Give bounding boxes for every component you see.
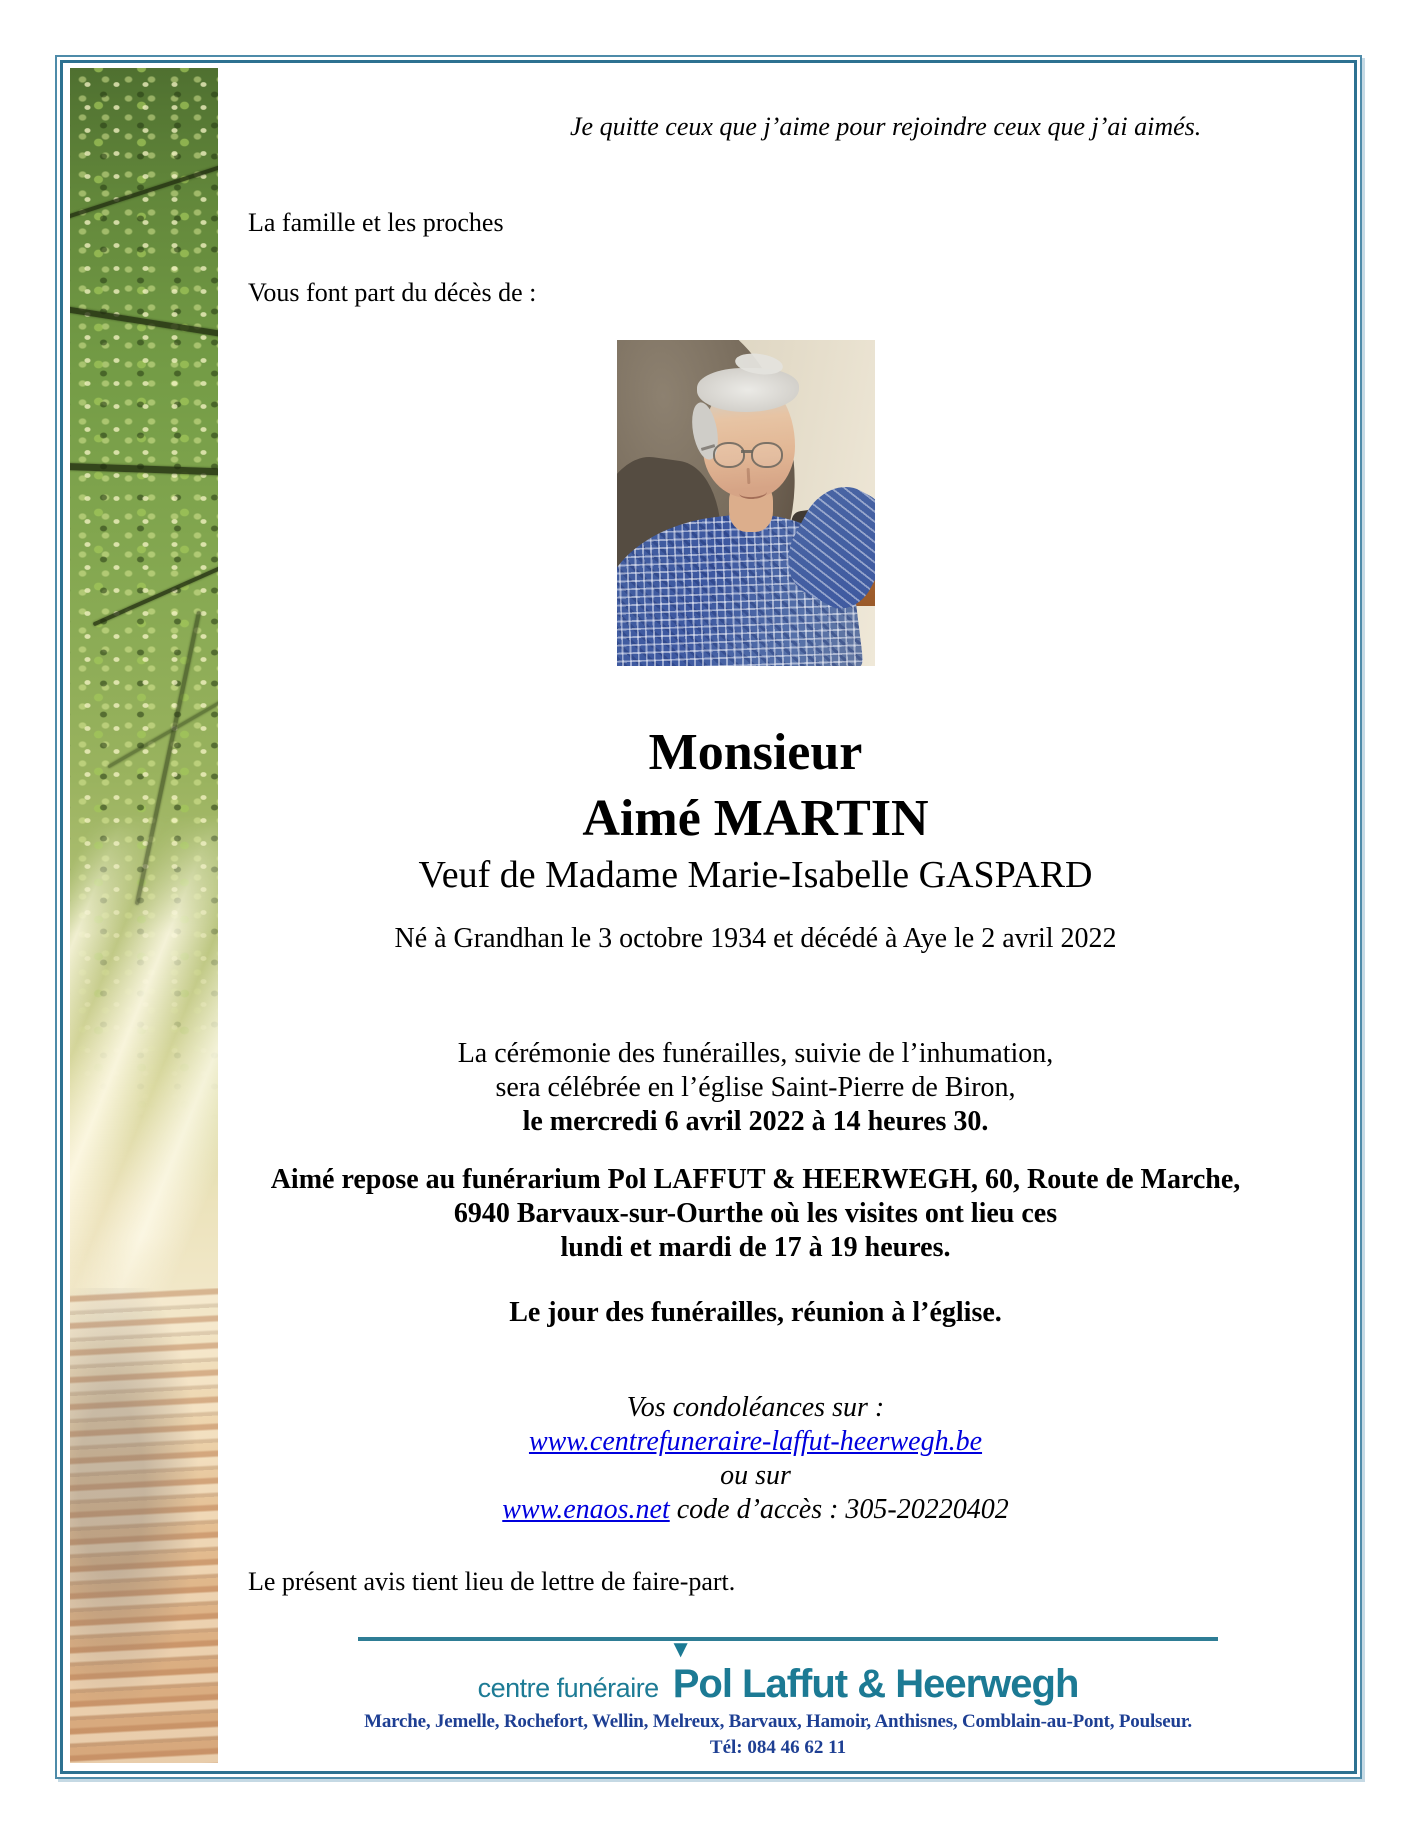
sunrays-art — [70, 814, 218, 1356]
deceased-life-dates: Né à Grandhan le 3 octobre 1934 et décédé à Aye le 2 avril 2022 — [394, 923, 1117, 954]
brand-name-text: Pol Laffut & Heerwegh — [672, 1662, 1079, 1706]
ceremony-paragraph — [218, 1037, 1293, 1139]
footer-divider-line — [358, 1637, 1218, 1641]
photo-glasses-lens — [751, 442, 783, 468]
condolences-paragraph — [218, 1391, 1293, 1527]
repose-line-1: Aimé repose au funérarium Pol LAFFUT & HEERWEGH, 60, Route de Marche, — [270, 1164, 1241, 1195]
footer-locations: Marche, Jemelle, Rochefort, Wellin, Melreux, Barvaux, Hamoir, Anthisnes, Comblain-au-Pont, Poulseur. — [364, 1711, 1192, 1732]
deceased-relation: Veuf de Madame Marie-Isabelle GASPARD — [418, 854, 1093, 896]
brand-triangle-icon: ▼ — [668, 1636, 692, 1663]
sidebar-forest-art — [70, 68, 218, 1763]
deceased-title: Monsieur — [648, 724, 863, 781]
condolences-or: ou sur — [720, 1460, 791, 1491]
condolences-link2-line — [218, 1493, 1293, 1527]
ceremony-line-1: La cérémonie des funérailles, suivie de l’inhumation, — [457, 1038, 1054, 1069]
intro-announce-line: Vous font part du décès de : — [248, 278, 537, 307]
gathering-line: Le jour des funérailles, réunion à l’église. — [509, 1297, 1002, 1328]
intro-family-line: La famille et les proches — [248, 208, 504, 237]
notice-line: Le présent avis tient lieu de lettre de faire-part. — [248, 1567, 736, 1596]
funeral-home-logo — [218, 1636, 1338, 1708]
brand-prefix: centre funéraire — [477, 1673, 659, 1703]
ceremony-line-2: sera célébrée en l’église Saint-Pierre de Biron, — [495, 1072, 1016, 1103]
condolences-intro: Vos condoléances sur : — [626, 1392, 885, 1423]
deceased-name: Aimé MARTIN — [582, 790, 929, 847]
ceremony-date-line: le mercredi 6 avril 2022 à 14 heures 30. — [522, 1106, 989, 1137]
condolences-link1-line — [218, 1425, 1293, 1459]
portrait-photo — [617, 340, 875, 666]
access-code-text: code d’accès : 305-20220402 — [669, 1494, 1009, 1525]
enaos-website-link[interactable]: www.enaos.net — [502, 1494, 670, 1525]
repose-paragraph — [218, 1163, 1293, 1265]
photo-glasses-bridge — [741, 450, 753, 453]
funeral-home-website-link[interactable]: www.centrefuneraire-laffut-heerwegh.be — [528, 1426, 983, 1457]
footer-phone: Tél: 084 46 62 11 — [709, 1737, 847, 1758]
photo-glasses-lens — [713, 442, 745, 468]
brand-name — [668, 1636, 1079, 1708]
repose-line-3: lundi et mardi de 17 à 19 heures. — [560, 1232, 951, 1263]
epitaph-quote: Je quitte ceux que j’aime pour rejoindre ceux que j’ai aimés. — [570, 112, 1202, 141]
sandy-path-art — [70, 1288, 218, 1763]
repose-line-2: 6940 Barvaux-sur-Ourthe où les visites ont lieu ces — [453, 1198, 1058, 1229]
